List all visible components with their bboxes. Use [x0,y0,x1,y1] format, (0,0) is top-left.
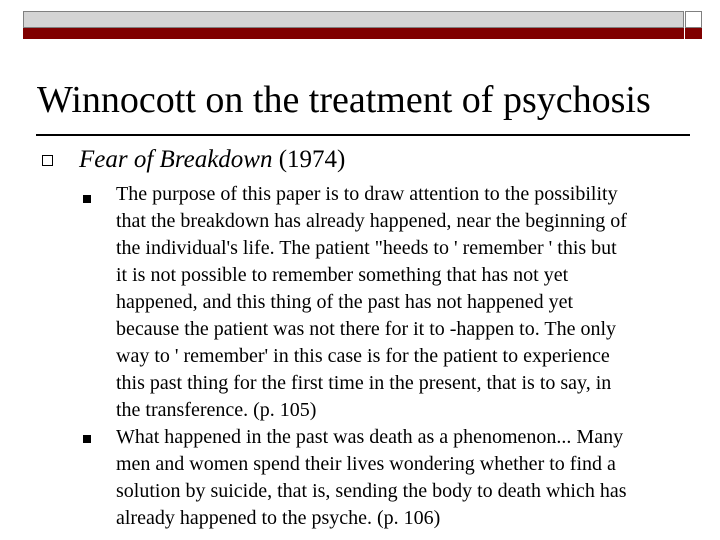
slide-title: Winnocott on the treatment of psychosis [37,79,651,121]
work-title: Fear of Breakdown [79,146,273,173]
header-gray-box [23,11,684,28]
filled-square-icon [83,435,91,443]
header-corner-square [685,11,702,28]
header-corner-bar [685,28,702,39]
header-maroon-bar [23,28,684,39]
level1-bullet-text [79,144,345,176]
title-divider [36,134,690,136]
hollow-square-icon [42,155,53,166]
quote-paragraph-1: The purpose of this paper is to draw attention to the possibility that the breakdown has already happened, near the beginning of the individual's life. The patient "heeds to ' remember ' this but it is not possible to remember something that has not yet happened, and this thing of the past has not happened yet because the patient was not there for it to -happen to. The only way to ' remember' in this case is for the patient to experience this past thing for the first time in the present, that is to say, in the transference. (p. 105) [116,183,627,421]
quote-paragraph-2: What happened in the past was death as a phenomenon... Many men and women spend their lives wondering whether to find a solution by suicide, that is, sending the body to death which has already happened to the psyche. (p. 106) [116,426,627,529]
work-year: (1974) [272,146,346,173]
filled-square-icon [83,195,91,203]
